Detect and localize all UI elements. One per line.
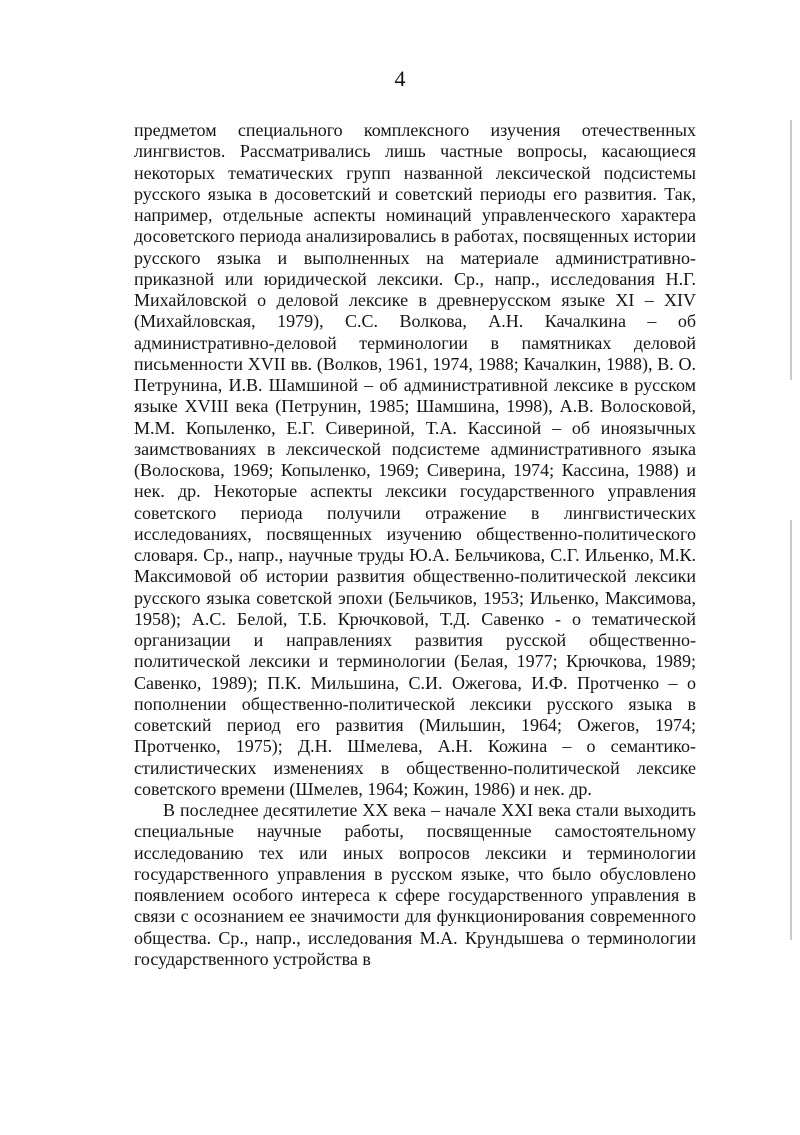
scan-edge-mark [790,120,792,380]
scan-edge-mark [790,520,792,940]
paragraph: В последнее десятилетие XX века – начале XXI века стали выходить специальные научные работы, посвященные самостоятельному исследованию тех или иных вопросов лексики и терминологии государственного управления в русском языке, что было обусловлено появлением особого интереса к сфере государственного управления в связи с осознанием ее значимости для функционирования современного общества. Ср., напр., исследования М.А. Крундышева о терминологии государственного устройства в [134,800,696,969]
paragraph-continued: предметом специального комплексного изучения отечественных лингвистов. Рассматривались лишь частные вопросы, касающиеся некоторых тематических групп названной лексической подсистемы русского языка в досоветский и советский периоды его развития. Так, например, отдельные аспекты номинаций управленческого характера досоветского периода анализировались в работах, посвященных истории русского языка и выполненных на материале административно-приказной или юридической лексики. Ср., напр., исследования Н.Г. Михайловской о деловой лексике в древнерусском языке XI – XIV (Михайловская, 1979), С.С. Волкова, А.Н. Качалкина – об административно-деловой терминологии в памятниках деловой письменности XVII вв. (Волков, 1961, 1974, 1988; Качалкин, 1988), В. О. Петрунина, И.В. Шамшиной – об административной лексике в русском языке XVIII века (Петрунин, 1985; Шамшина, 1998), А.В. Волосковой, М.М. Копыленко, Е.Г. Сивериной, Т.А. Кассиной – об иноязычных заимствованиях в лексической подсистеме административного языка (Волоскова, 1969; Копыленко, 1969; Сиверина, 1974; Кассина, 1988) и нек. др. Некоторые аспекты лексики государственного управления советского периода получили отражение в лингвистических исследованиях, посвященных изучению общественно-политического словаря. Ср., напр., научные труды Ю.А. Бельчикова, С.Г. Ильенко, М.К. Максимовой об истории развития общественно-политической лексики русского языка советской эпохи (Бельчиков, 1953; Ильенко, Максимова, 1958); А.С. Белой, Т.Б. Крючковой, Т.Д. Савенко - о тематической организации и направлениях развития русской общественно-политической лексики и терминологии (Белая, 1977; Крючкова, 1989; Савенко, 1989); П.К. Мильшина, С.И. Ожегова, И.Ф. Протченко – о пополнении общественно-политической лексики русского языка в советский период его развития (Мильшин, 1964; Ожегов, 1974; Протченко, 1975); Д.Н. Шмелева, А.Н. Кожина – о семантико-стилистических изменениях в общественно-политической лексике советского времени (Шмелев, 1964; Кожин, 1986) и нек. др. [134,120,696,799]
body-text [134,120,696,970]
page-number: 4 [394,66,406,91]
